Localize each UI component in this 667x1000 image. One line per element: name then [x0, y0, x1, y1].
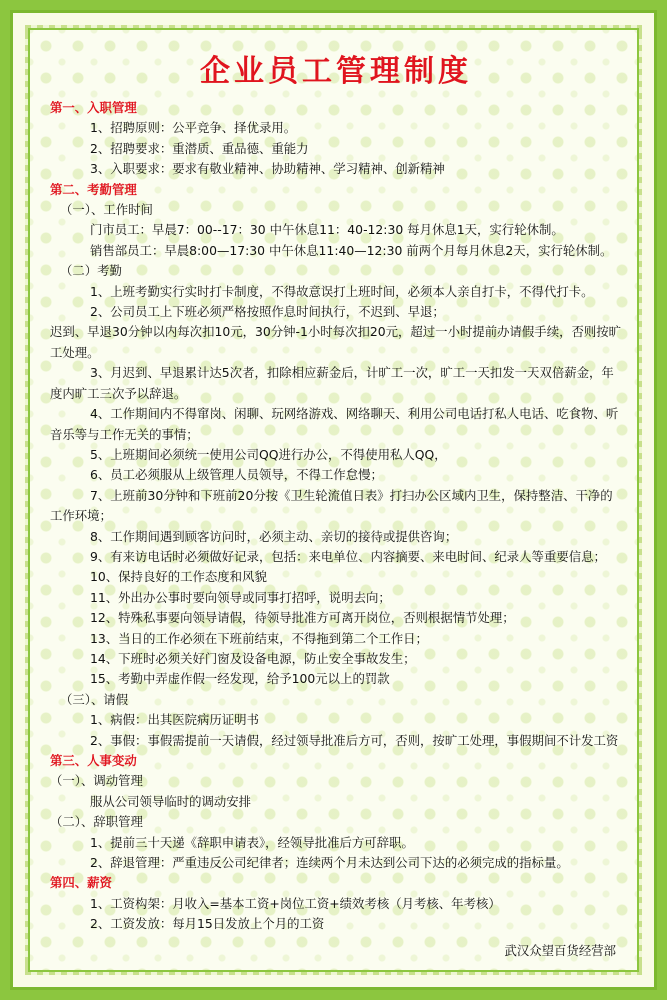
subsection-heading: （二）、辞职管理 [50, 814, 143, 830]
list-item: 10、保持良好的工作态度和风貌 [90, 569, 267, 585]
list-item: 13、当日的工作必须在下班前结束，不得拖到第二个工作日； [90, 630, 428, 646]
list-item: 11、外出办公事时要向领导或同事打招呼，说明去向； [90, 589, 391, 605]
subsection-heading: （三）、请假 [60, 691, 129, 707]
list-item: 14、下班时必须关好门窗及设备电源，防止安全事故发生； [90, 650, 416, 666]
list-item: 7、上班前30分钟和下班前20分按《卫生轮流值日表》打扫办公区域内卫生，保持整洁、干净的工作环境； [50, 487, 613, 524]
page-title: 企业员工管理制度 [200, 54, 472, 89]
list-item: 1、病假：出其医院病历证明书 [90, 712, 259, 728]
list-item: 9、有来访电话时必须做好记录，包括：来电单位、内容摘要、来电时间、纪录人等重要信息； [90, 548, 606, 564]
list-item: 3、入职要求：要求有敬业精神、协助精神、学习精神、创新精神 [90, 161, 445, 177]
list-item: 1、上班考勤实行实时打卡制度，不得故意误打上班时间，必须本人亲自打卡，不得代打卡。 [90, 283, 594, 299]
subsection-heading: （二）考勤 [60, 263, 122, 279]
list-item: 1、提前三十天递《辞职申请表》，经领导批准后方可辞职。 [90, 834, 414, 850]
list-item: 2、事假：事假需提前一天请假，经过领导批准后方可，否则，按旷工处理，事假期间不计发工资 [90, 732, 619, 748]
list-item: 3、月迟到、早退累计达5次者，扣除相应薪金后，计旷工一次，旷工一天扣发一天双倍薪金，年度内旷工三次予以辞退。 [50, 365, 614, 401]
list-item: 12、特殊私事要向领导请假，待领导批准方可离开岗位，否则根据情节处理； [90, 610, 515, 626]
subsection-heading: （一）、工作时间 [60, 202, 153, 218]
issuer-signature: 武汉众望百货经营部 [504, 942, 616, 958]
section-heading-personnel: 第三、人事变动 [50, 753, 137, 768]
section-heading-salary: 第四、薪资 [50, 875, 112, 891]
section-heading-attendance: 第二、考勤管理 [50, 181, 137, 197]
list-item: 迟到、早退30分钟以内每次扣10元，30分钟-1小时每次扣20元，超过一小时提前办请假手续，否则按旷工处理。 [50, 324, 622, 360]
list-item: 5、上班期间必须统一使用公司QQ进行办公，不得使用私人QQ， [90, 446, 447, 462]
work-hours-line: 销售部员工：早晨8:00—17:30 中午休息11:40—12:30 前两个月每月休息2天，实行轮休制。 [90, 242, 613, 258]
list-item: 6、员工必须服从上级管理人员领导，不得工作怠慢； [90, 467, 383, 483]
list-item: 8、工作期间遇到顾客访问时，必须主动、亲切的接待或提供咨询； [90, 528, 458, 544]
list-item: 1、工资构架：月收入=基本工资+岗位工资+绩效考核（月考核、年考核） [90, 895, 501, 911]
list-item: 2、辞退管理：严重违反公司纪律者；连续两个月未达到公司下达的必须完成的指标量。 [90, 855, 569, 871]
list-item: 2、公司员工上下班必须严格按照作息时间执行，不迟到、早退； [90, 304, 445, 320]
list-item: 4、工作期间内不得窜岗、闲聊、玩网络游戏、网络聊天、利用公司电话打私人电话、吃食物、听音乐等与工作无关的事情； [50, 406, 619, 442]
work-hours-line: 门市员工：早晨7：00--17：30 中午休息11：40-12:30 每月休息1天，实行轮休制。 [90, 222, 564, 238]
section-heading-onboarding: 第一、入职管理 [50, 100, 137, 115]
list-item: 服从公司领导临时的调动安排 [90, 793, 252, 809]
list-item: 2、工资发放：每月15日发放上个月的工资 [90, 916, 325, 932]
document-body [50, 52, 622, 961]
subsection-heading: （一）、调动管理 [50, 773, 143, 789]
list-item: 2、招聘要求：重潜质、重品德、重能力 [90, 140, 309, 156]
list-item: 1、招聘原则：公平竞争、择优录用。 [90, 120, 297, 136]
list-item: 15、考勤中弄虚作假一经发现，给予100元以上的罚款 [90, 671, 390, 687]
